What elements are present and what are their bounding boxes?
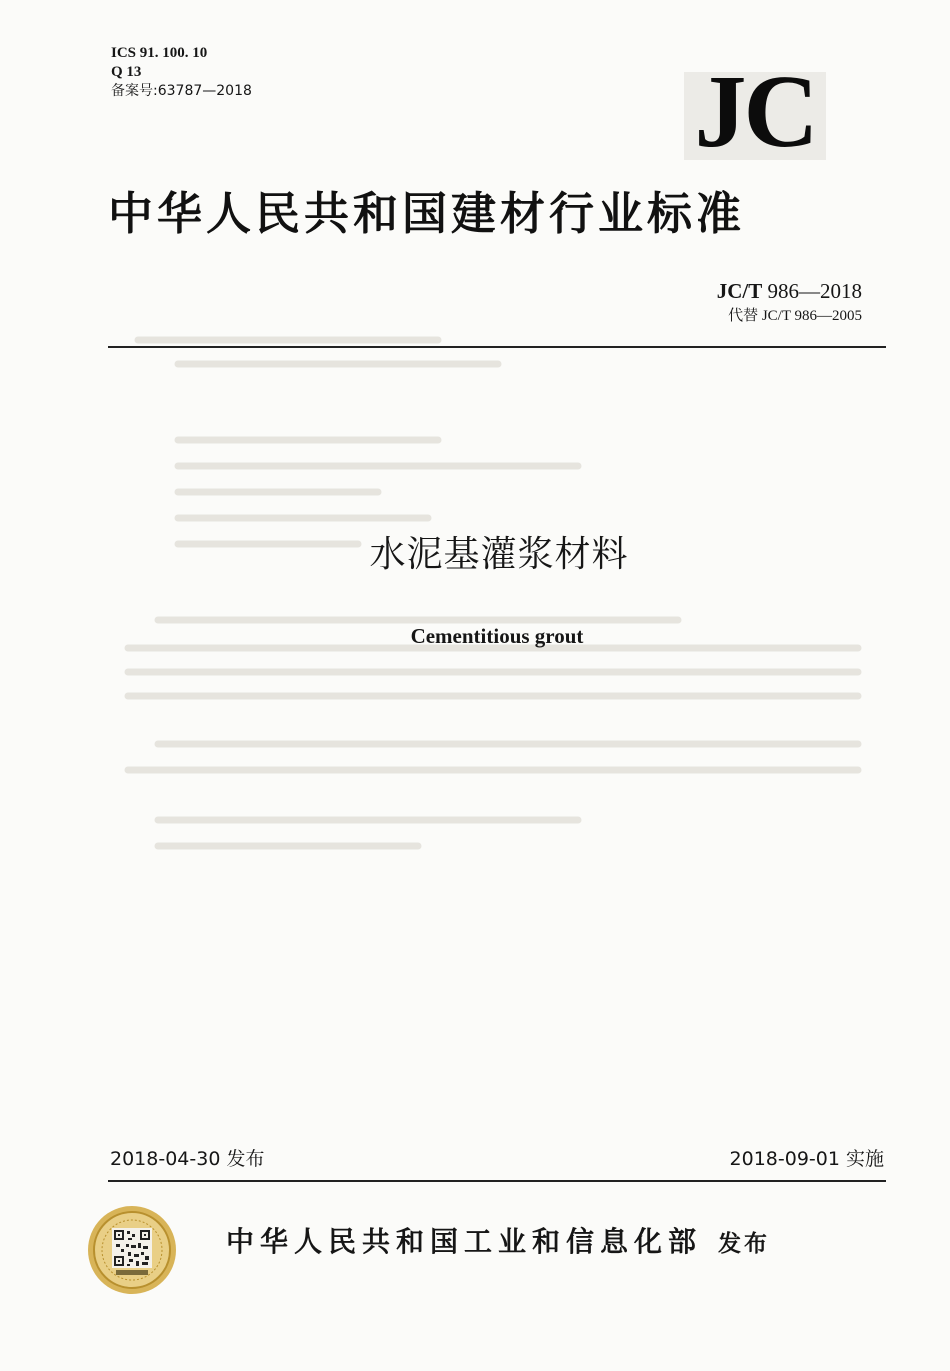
header-divider xyxy=(108,346,886,348)
standard-number: 986—2018 xyxy=(767,279,862,303)
standard-code-block xyxy=(717,278,862,326)
classification-block xyxy=(111,44,252,101)
footer-divider xyxy=(108,1180,886,1182)
document-title-chinese: 水泥基灌浆材料 xyxy=(369,534,629,575)
ics-code: ICS 91. 100. 10 xyxy=(111,45,208,61)
show-through-marks xyxy=(118,330,878,870)
anti-counterfeit-seal-icon xyxy=(86,1204,178,1296)
issue-date: 2018-04-30 发布 xyxy=(110,1148,265,1170)
record-number: 备案号:63787—2018 xyxy=(111,83,252,99)
implementation-date: 2018-09-01 实施 xyxy=(729,1148,884,1170)
standard-type-heading: 中华人民共和国建材行业标准 xyxy=(108,187,746,240)
publisher-name: 中华人民共和国工业和信息化部 xyxy=(226,1225,703,1258)
document-title-english: Cementitious grout xyxy=(410,624,584,648)
replaces-standard: 代替 JC/T 986—2005 xyxy=(728,308,862,324)
standard-code xyxy=(717,278,862,304)
publish-label: 发布 xyxy=(718,1231,770,1257)
standard-prefix: JC/T xyxy=(716,279,763,303)
category-code: Q 13 xyxy=(111,64,142,80)
jc-logo: JC xyxy=(694,54,816,169)
